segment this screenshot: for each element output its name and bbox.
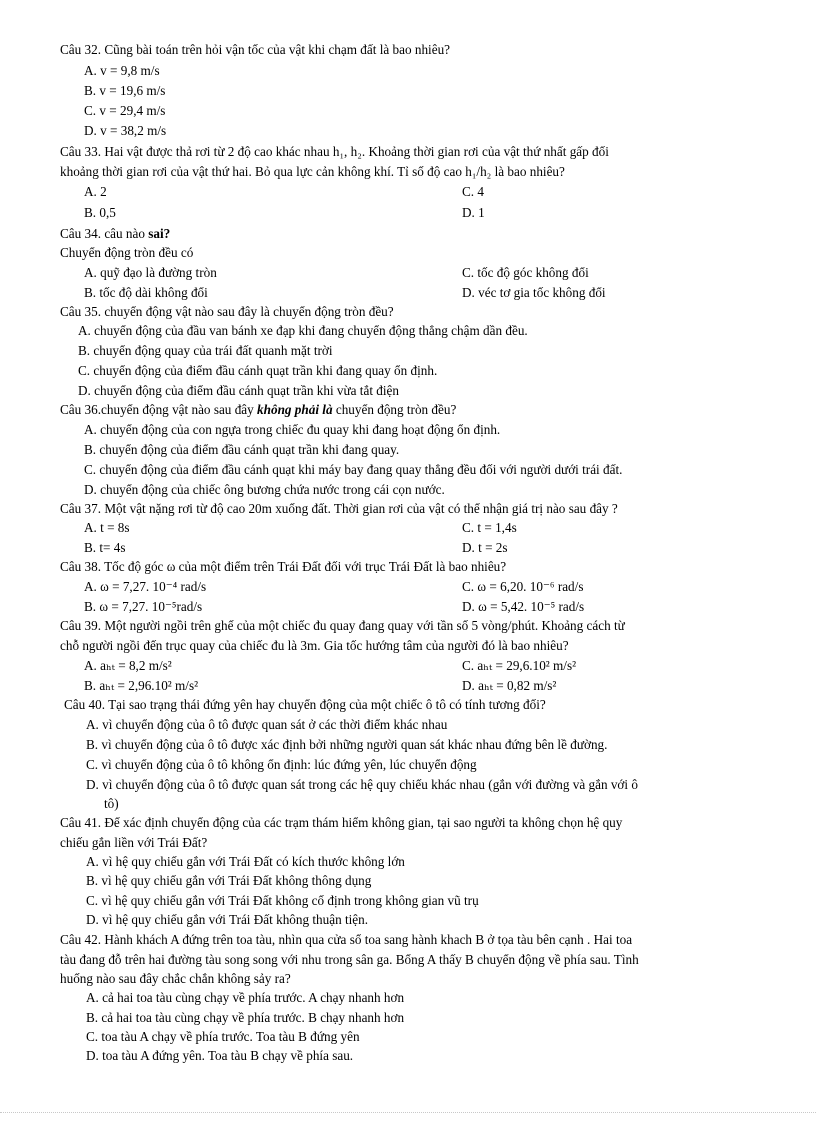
question-39-option-a: A. aₕₜ = 8,2 m/s² bbox=[84, 658, 172, 673]
question-33-option-a: A. 2 bbox=[84, 184, 107, 199]
question-38-option-c: C. ω = 6,20. 10⁻⁶ rad/s bbox=[462, 579, 584, 594]
question-34-stem-bold: sai? bbox=[148, 226, 171, 241]
question-37-option-d: D. t = 2s bbox=[462, 540, 508, 555]
question-34-option-c: C. tốc độ góc không đổi bbox=[462, 265, 589, 280]
question-35-option-a: A. chuyển động của đầu van bánh xe đạp khi đang chuyển động thẳng chậm dần đều. bbox=[78, 323, 528, 338]
question-40-stem: Câu 40. Tại sao trạng thái đứng yên hay chuyển động của một chiếc ô tô có tính tương đối? bbox=[64, 697, 546, 712]
question-42-stem-line-3: huống nào sau đây chắc chắn không sảy ra? bbox=[60, 971, 291, 986]
question-42-option-b: B. cả hai toa tàu cùng chạy về phía trước. B chạy nhanh hơn bbox=[86, 1010, 405, 1025]
question-38-option-d: D. ω = 5,42. 10⁻⁵ rad/s bbox=[462, 599, 585, 614]
question-40-option-b: B. vì chuyển động của ô tô được xác định bởi những người quan sát khác nhau đứng bên lề đường. bbox=[86, 737, 608, 752]
question-32-option-c: C. v = 29,4 m/s bbox=[84, 103, 166, 118]
question-36-stem bbox=[60, 400, 456, 419]
question-41-option-a: A. vì hệ quy chiếu gắn với Trái Đất có kích thước không lớn bbox=[86, 854, 405, 869]
question-39-option-b: B. aₕₜ = 2,96.10² m/s² bbox=[84, 678, 199, 693]
question-40-option-d: D. vì chuyển động của ô tô được quan sát trong các hệ quy chiếu khác nhau (gắn với đường và gắn với ô bbox=[86, 777, 638, 792]
question-36-stem-suffix: chuyển động tròn đều? bbox=[332, 402, 457, 417]
question-37-option-b: B. t= 4s bbox=[84, 540, 126, 555]
question-42-option-c: C. toa tàu A chạy về phía trước. Toa tàu B đứng yên bbox=[86, 1029, 360, 1044]
question-33-option-c: C. 4 bbox=[462, 184, 484, 199]
question-35-option-c: C. chuyển động của điểm đầu cánh quạt trần khi đang quay ổn định. bbox=[78, 363, 438, 378]
question-42-option-a: A. cả hai toa tàu cùng chạy về phía trước. A chạy nhanh hơn bbox=[86, 990, 405, 1005]
question-39-option-d: D. aₕₜ = 0,82 m/s² bbox=[462, 678, 557, 693]
question-40-option-d-continued: tô) bbox=[104, 796, 119, 811]
question-34-option-b: B. tốc độ dài không đổi bbox=[84, 285, 208, 300]
question-38-option-a: A. ω = 7,27. 10⁻⁴ rad/s bbox=[84, 579, 207, 594]
question-42-option-d: D. toa tàu A đứng yên. Toa tàu B chạy về phía sau. bbox=[86, 1048, 354, 1063]
question-32-stem: Câu 32. Cũng bài toán trên hỏi vận tốc của vật khi chạm đất là bao nhiêu? bbox=[60, 42, 451, 57]
question-40-option-a: A. vì chuyển động của ô tô được quan sát ở các thời điểm khác nhau bbox=[86, 717, 448, 732]
question-36-option-b: B. chuyển động của điểm đầu cánh quạt trần khi đang quay. bbox=[84, 442, 400, 457]
question-33-stem-line-2: khoảng thời gian rơi của vật thứ hai. Bỏ qua lực cản không khí. Tỉ số độ cao h₁/h₂ là bao nhiêu? bbox=[60, 164, 565, 179]
question-34-option-a: A. quỹ đạo là đường tròn bbox=[84, 265, 217, 280]
question-40-option-c: C. vì chuyển động của ô tô không ổn định: lúc đứng yên, lúc chuyển động bbox=[86, 757, 477, 772]
question-37-stem: Câu 37. Một vật nặng rơi từ độ cao 20m xuống đất. Thời gian rơi của vật có thể nhận giá trị nào sau đây ? bbox=[60, 501, 618, 516]
question-36-option-d: D. chuyển động của chiếc ông bương chứa nước trong cái cọn nước. bbox=[84, 482, 445, 497]
question-34-stem bbox=[60, 224, 170, 243]
question-35-option-b: B. chuyển động quay của trái đất quanh mặt trời bbox=[78, 343, 333, 358]
question-38-option-b: B. ω = 7,27. 10⁻⁵rad/s bbox=[84, 599, 203, 614]
question-36-option-c: C. chuyển động của điểm đầu cánh quạt khi máy bay đang quay thẳng đều đối với người dưới trái đất. bbox=[84, 462, 623, 477]
question-35-option-d: D. chuyển động của điểm đầu cánh quạt trần khi vừa tắt điện bbox=[78, 383, 399, 398]
question-32-option-b: B. v = 19,6 m/s bbox=[84, 83, 166, 98]
question-39-stem-line-2: chỗ người ngồi đến trục quay của chiếc đu là 3m. Gia tốc hướng tâm của người đó là bao nhiêu? bbox=[60, 638, 569, 653]
question-34-lead: Chuyển động tròn đều có bbox=[60, 245, 194, 260]
question-41-stem-line-2: chiếu gắn liền với Trái Đất? bbox=[60, 835, 208, 850]
question-41-option-b: B. vì hệ quy chiếu gắn với Trái Đất không thông dụng bbox=[86, 873, 372, 888]
question-41-option-c: C. vì hệ quy chiếu gắn với Trái Đất không cố định trong không gian vũ trụ bbox=[86, 893, 479, 908]
question-33-stem-line-1: Câu 33. Hai vật được thả rơi từ 2 độ cao khác nhau h₁, h₂. Khoảng thời gian rơi của vật thứ nhất gấp đối bbox=[60, 144, 609, 159]
question-35-stem: Câu 35. chuyển động vật nào sau đây là chuyển động tròn đều? bbox=[60, 304, 394, 319]
question-41-option-d: D. vì hệ quy chiếu gắn với Trái Đất không thuận tiện. bbox=[86, 912, 369, 927]
question-38-stem: Câu 38. Tốc độ góc ω của một điểm trên Trái Đất đối với trục Trái Đất là bao nhiêu? bbox=[60, 559, 507, 574]
question-32-option-d: D. v = 38,2 m/s bbox=[84, 123, 167, 138]
question-37-option-a: A. t = 8s bbox=[84, 520, 130, 535]
question-42-stem-line-2: tàu đang đỗ trên hai đường tàu song song với nhu trong sân ga. Bổng A thấy B chuyển động về phía sau. Tình bbox=[60, 952, 639, 967]
question-39-option-c: C. aₕₜ = 29,6.10² m/s² bbox=[462, 658, 577, 673]
question-37-option-c: C. t = 1,4s bbox=[462, 520, 517, 535]
question-33-option-b: B. 0,5 bbox=[84, 205, 116, 220]
question-34-stem-text: Câu 34. câu nào bbox=[60, 226, 149, 241]
question-36-stem-bold: không phải là bbox=[257, 402, 333, 417]
question-39-stem-line-1: Câu 39. Một người ngồi trên ghế của một chiếc đu quay đang quay với tần số 5 vòng/phút. Khoảng cách từ bbox=[60, 618, 625, 633]
question-32-option-a: A. v = 9,8 m/s bbox=[84, 63, 160, 78]
page-bottom-divider bbox=[0, 1112, 816, 1113]
question-34-option-d: D. véc tơ gia tốc không đổi bbox=[462, 285, 606, 300]
question-33-option-d: D. 1 bbox=[462, 205, 485, 220]
question-36-stem-prefix: Câu 36.chuyển động vật nào sau đây bbox=[60, 402, 258, 417]
question-41-stem-line-1: Câu 41. Để xác định chuyển động của các trạm thám hiểm không gian, tại sao người ta không chọn hệ quy bbox=[60, 815, 623, 830]
question-36-option-a: A. chuyển động của con ngựa trong chiếc đu quay khi đang hoạt động ổn định. bbox=[84, 422, 501, 437]
question-42-stem-line-1: Câu 42. Hành khách A đứng trên toa tàu, nhìn qua cửa sổ toa sang hành khach B ở tọa tàu bên cạnh . Hai toa bbox=[60, 932, 633, 947]
